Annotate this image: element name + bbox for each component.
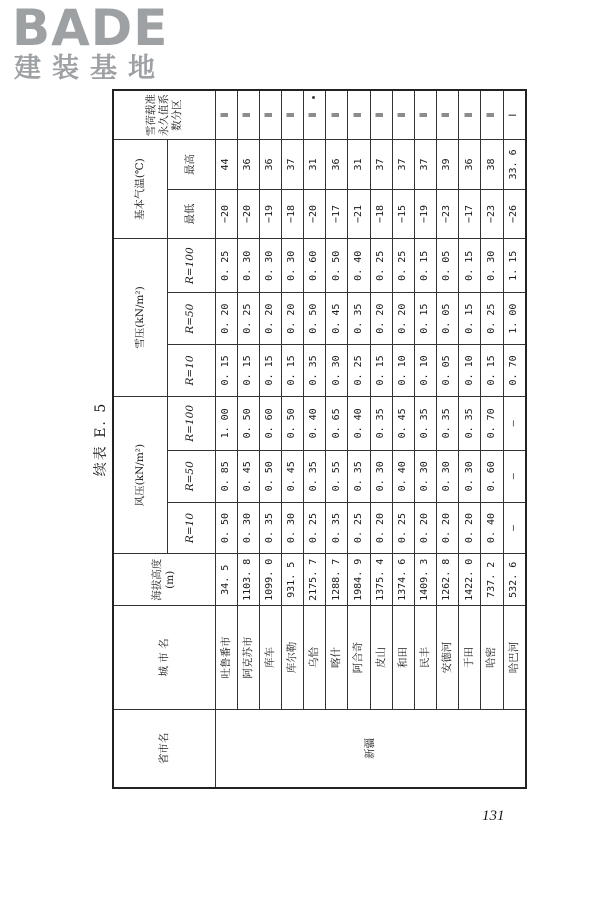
city-cell: 皮山 [370, 606, 392, 710]
s100-cell: 1. 15 [503, 239, 526, 293]
alt-cell: 2175. 7 [304, 554, 326, 606]
table-row [259, 90, 281, 788]
s10-cell: 0. 30 [326, 345, 348, 397]
tmax-cell: 38 [481, 140, 503, 190]
alt-cell: 737. 2 [481, 554, 503, 606]
tmin-cell: −17 [326, 189, 348, 239]
alt-cell: 1984. 9 [348, 554, 370, 606]
s100-cell: 0. 50 [326, 239, 348, 293]
zone-cell: Ⅱ [326, 90, 348, 140]
tmin-cell: −23 [481, 189, 503, 239]
zone-cell: Ⅱ [348, 90, 370, 140]
city-cell: 于田 [459, 606, 481, 710]
tmin-cell: −17 [459, 189, 481, 239]
city-cell: 安德河 [437, 606, 459, 710]
w100-cell: 0. 35 [370, 396, 392, 450]
w50-cell: 0. 55 [326, 450, 348, 502]
w100-cell: 0. 40 [304, 396, 326, 450]
w10-cell: 0. 40 [481, 502, 503, 554]
header-wind-r50: R=50 [167, 450, 215, 502]
w100-cell: 0. 50 [281, 396, 303, 450]
s10-cell: 0. 10 [459, 345, 481, 397]
tmin-cell: −19 [259, 189, 281, 239]
city-cell: 阿合奇 [348, 606, 370, 710]
zone-cell: Ⅱ [304, 90, 326, 140]
table-row [414, 90, 436, 788]
w100-cell: — [503, 396, 526, 450]
s100-cell: 0. 40 [348, 239, 370, 293]
w10-cell: 0. 50 [215, 502, 237, 554]
header-wind-r100: R=100 [167, 396, 215, 450]
w10-cell: 0. 30 [281, 502, 303, 554]
w50-cell: 0. 40 [392, 450, 414, 502]
s10-cell: 0. 15 [259, 345, 281, 397]
tmax-cell: 36 [259, 140, 281, 190]
alt-cell: 1288. 7 [326, 554, 348, 606]
header-snow-r10: R=10 [167, 345, 215, 397]
province-cell: 新疆 [215, 709, 526, 788]
table-row [304, 90, 326, 788]
w100-cell: 0. 70 [481, 396, 503, 450]
tmax-cell: 36 [459, 140, 481, 190]
header-province: 省市名 [113, 709, 215, 788]
alt-cell: 1422. 0 [459, 554, 481, 606]
s100-cell: 0. 15 [459, 239, 481, 293]
logo-english: BADE [12, 0, 169, 57]
w100-cell: 0. 65 [326, 396, 348, 450]
tmax-cell: 36 [237, 140, 259, 190]
s50-cell: 0. 20 [370, 293, 392, 345]
header-altitude: 海拔高度(m) [113, 554, 215, 606]
zone-cell: Ⅱ [215, 90, 237, 140]
w100-cell: 0. 35 [437, 396, 459, 450]
s10-cell: 0. 15 [281, 345, 303, 397]
city-cell: 吐鲁番市 [215, 606, 237, 710]
city-cell: 哈密 [481, 606, 503, 710]
w10-cell: 0. 20 [437, 502, 459, 554]
tmin-cell: −18 [370, 189, 392, 239]
zone-cell: Ⅱ [459, 90, 481, 140]
s50-cell: 0. 25 [481, 293, 503, 345]
w100-cell: 0. 60 [259, 396, 281, 450]
climate-data-table [112, 89, 527, 789]
s10-cell: 0. 25 [348, 345, 370, 397]
w50-cell: 0. 50 [259, 450, 281, 502]
tmin-cell: −15 [392, 189, 414, 239]
tmin-cell: −20 [237, 189, 259, 239]
tmax-cell: 36 [326, 140, 348, 190]
alt-cell: 1103. 8 [237, 554, 259, 606]
s100-cell: 0. 25 [215, 239, 237, 293]
s100-cell: 0. 30 [481, 239, 503, 293]
s100-cell: 0. 30 [281, 239, 303, 293]
w10-cell: 0. 35 [259, 502, 281, 554]
table-row [392, 90, 414, 788]
table-row [348, 90, 370, 788]
tmax-cell: 31 [348, 140, 370, 190]
tmax-cell: 33. 6 [503, 140, 526, 190]
s50-cell: 0. 20 [281, 293, 303, 345]
table-row [370, 90, 392, 788]
logo-chinese: 建装基地 [14, 53, 166, 84]
w50-cell: 0. 35 [304, 450, 326, 502]
header-wind-pressure: 风压(kN/m²) [113, 396, 167, 554]
s50-cell: 0. 20 [392, 293, 414, 345]
zone-cell: Ⅱ [237, 90, 259, 140]
s100-cell: 0. 25 [392, 239, 414, 293]
s50-cell: 0. 20 [259, 293, 281, 345]
w10-cell: 0. 25 [304, 502, 326, 554]
s50-cell: 0. 05 [437, 293, 459, 345]
tmin-cell: −23 [437, 189, 459, 239]
s100-cell: 0. 30 [237, 239, 259, 293]
zone-cell: Ⅱ [414, 90, 436, 140]
alt-cell: 34. 5 [215, 554, 237, 606]
table-row [237, 90, 259, 788]
w10-cell: 0. 35 [326, 502, 348, 554]
table-row [437, 90, 459, 788]
zone-cell: Ⅱ [281, 90, 303, 140]
tmax-cell: 44 [215, 140, 237, 190]
table-row [326, 90, 348, 788]
tmax-cell: 31 [304, 140, 326, 190]
city-cell: 乌恰 [304, 606, 326, 710]
header-temp-min: 最低 [167, 189, 215, 239]
alt-cell: 1409. 3 [414, 554, 436, 606]
s100-cell: 0. 60 [304, 239, 326, 293]
w10-cell: — [503, 502, 526, 554]
table-caption: 续表 E. 5 [93, 401, 109, 477]
city-cell: 喀什 [326, 606, 348, 710]
w50-cell: 0. 85 [215, 450, 237, 502]
alt-cell: 532. 6 [503, 554, 526, 606]
s50-cell: 0. 35 [348, 293, 370, 345]
city-cell: 阿克苏市 [237, 606, 259, 710]
s10-cell: 0. 15 [481, 345, 503, 397]
w50-cell: 0. 45 [237, 450, 259, 502]
w100-cell: 0. 35 [414, 396, 436, 450]
s10-cell: 0. 10 [414, 345, 436, 397]
s100-cell: 0. 05 [437, 239, 459, 293]
s100-cell: 0. 30 [259, 239, 281, 293]
city-cell: 库尔勒 [281, 606, 303, 710]
header-snow-r100: R=100 [167, 239, 215, 293]
header-base-temperature: 基本气温(℃) [113, 140, 167, 239]
w50-cell: — [503, 450, 526, 502]
tmax-cell: 37 [281, 140, 303, 190]
alt-cell: 1375. 4 [370, 554, 392, 606]
alt-cell: 1262. 8 [437, 554, 459, 606]
table-row [281, 90, 303, 788]
zone-cell: Ⅱ [437, 90, 459, 140]
w10-cell: 0. 20 [459, 502, 481, 554]
s50-cell: 0. 15 [414, 293, 436, 345]
s50-cell: 0. 20 [215, 293, 237, 345]
tmin-cell: −26 [503, 189, 526, 239]
w100-cell: 0. 45 [392, 396, 414, 450]
table-row [459, 90, 481, 788]
s10-cell: 0. 15 [370, 345, 392, 397]
s10-cell: 0. 70 [503, 345, 526, 397]
s10-cell: 0. 10 [392, 345, 414, 397]
w50-cell: 0. 60 [481, 450, 503, 502]
page-number: 131 [482, 808, 505, 824]
zone-cell: Ⅰ [503, 90, 526, 140]
tmax-cell: 37 [414, 140, 436, 190]
header-temp-max: 最高 [167, 140, 215, 190]
w10-cell: 0. 20 [370, 502, 392, 554]
tmin-cell: −20 [304, 189, 326, 239]
rotated-table-page [93, 89, 527, 789]
w50-cell: 0. 35 [348, 450, 370, 502]
w100-cell: 1. 00 [215, 396, 237, 450]
zone-cell: Ⅱ [259, 90, 281, 140]
header-wind-r10: R=10 [167, 502, 215, 554]
bade-logo [12, 2, 182, 84]
s50-cell: 0. 50 [304, 293, 326, 345]
tmax-cell: 39 [437, 140, 459, 190]
w100-cell: 0. 40 [348, 396, 370, 450]
tmax-cell: 37 [392, 140, 414, 190]
w10-cell: 0. 30 [237, 502, 259, 554]
alt-cell: 1099. 0 [259, 554, 281, 606]
tmin-cell: −18 [281, 189, 303, 239]
w50-cell: 0. 45 [281, 450, 303, 502]
header-snow-pressure: 雪压(kN/m²) [113, 239, 167, 397]
w10-cell: 0. 20 [414, 502, 436, 554]
s100-cell: 0. 25 [370, 239, 392, 293]
tmin-cell: −19 [414, 189, 436, 239]
s10-cell: 0. 15 [237, 345, 259, 397]
w50-cell: 0. 30 [437, 450, 459, 502]
zone-cell: Ⅱ [370, 90, 392, 140]
table-row [503, 90, 526, 788]
table-row [215, 90, 237, 788]
city-cell: 民丰 [414, 606, 436, 710]
header-row-1 [113, 90, 167, 788]
w100-cell: 0. 35 [459, 396, 481, 450]
s10-cell: 0. 05 [437, 345, 459, 397]
s50-cell: 0. 25 [237, 293, 259, 345]
tmin-cell: −21 [348, 189, 370, 239]
w100-cell: 0. 50 [237, 396, 259, 450]
city-cell: 库车 [259, 606, 281, 710]
s100-cell: 0. 15 [414, 239, 436, 293]
city-cell: 哈巴河 [503, 606, 526, 710]
tmin-cell: −20 [215, 189, 237, 239]
table-row [481, 90, 503, 788]
s10-cell: 0. 35 [304, 345, 326, 397]
w50-cell: 0. 30 [370, 450, 392, 502]
header-city: 城 市 名 [113, 606, 215, 710]
header-snow-r50: R=50 [167, 293, 215, 345]
w10-cell: 0. 25 [392, 502, 414, 554]
tmax-cell: 37 [370, 140, 392, 190]
s50-cell: 0. 15 [459, 293, 481, 345]
w10-cell: 0. 25 [348, 502, 370, 554]
w50-cell: 0. 30 [414, 450, 436, 502]
s50-cell: 1. 00 [503, 293, 526, 345]
s50-cell: 0. 45 [326, 293, 348, 345]
w50-cell: 0. 30 [459, 450, 481, 502]
zone-cell: Ⅱ [481, 90, 503, 140]
zone-cell: Ⅱ [392, 90, 414, 140]
s10-cell: 0. 15 [215, 345, 237, 397]
alt-cell: 931. 5 [281, 554, 303, 606]
city-cell: 和田 [392, 606, 414, 710]
alt-cell: 1374. 6 [392, 554, 414, 606]
header-snow-zone: 雪荷载准永久值系数分区 [113, 90, 215, 140]
